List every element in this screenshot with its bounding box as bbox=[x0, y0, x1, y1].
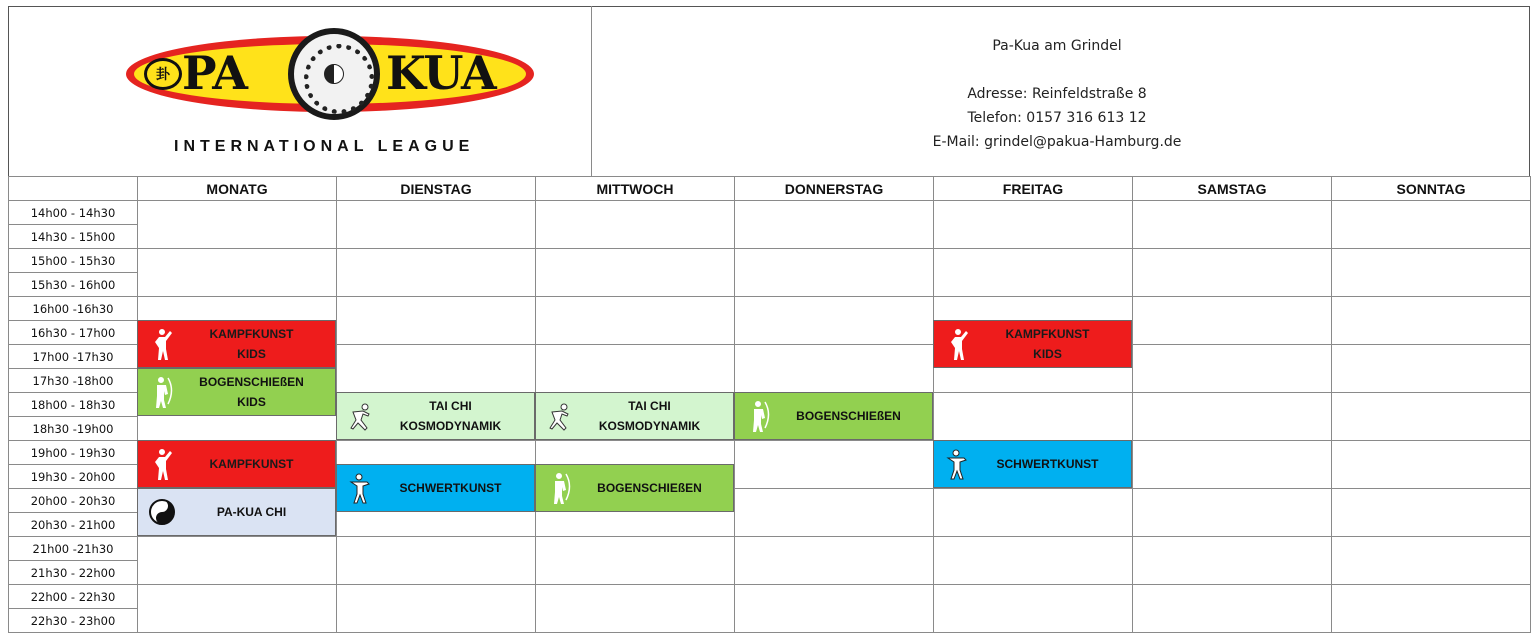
schedule-cell bbox=[1332, 393, 1531, 417]
schedule-cell bbox=[934, 417, 1133, 441]
tai-chi-pose-icon bbox=[546, 398, 574, 434]
event-title: BOGENSCHIEßEN bbox=[796, 409, 901, 423]
schedule-cell bbox=[735, 249, 934, 273]
schedule-cell bbox=[735, 537, 934, 561]
schedule-cell bbox=[1133, 585, 1332, 609]
schedule-cell bbox=[337, 585, 536, 609]
event-title: SCHWERTKUNST bbox=[399, 481, 502, 495]
time-row bbox=[9, 561, 1531, 585]
event-subtitle: KOSMODYNAMIK bbox=[598, 419, 701, 433]
time-slot-label: 20h00 - 20h30 bbox=[9, 489, 138, 513]
schedule-cell bbox=[1133, 417, 1332, 441]
schedule-cell bbox=[1133, 321, 1332, 345]
schedule-cell bbox=[138, 201, 337, 225]
sword-fighter-icon bbox=[944, 446, 972, 482]
schedule-cell bbox=[337, 513, 536, 537]
schedule-cell bbox=[735, 489, 934, 513]
time-row bbox=[9, 273, 1531, 297]
schedule-cell bbox=[1133, 249, 1332, 273]
schedule-cell bbox=[337, 297, 536, 321]
time-row bbox=[9, 609, 1531, 633]
schedule-cell bbox=[735, 561, 934, 585]
schedule-cell bbox=[1332, 513, 1531, 537]
schedule-cell bbox=[735, 201, 934, 225]
time-slot-label: 15h00 - 15h30 bbox=[9, 249, 138, 273]
event-schwertkunst-friday bbox=[933, 440, 1132, 488]
event-title: BOGENSCHIEßEN bbox=[199, 375, 304, 389]
event-title: KAMPFKUNST bbox=[209, 327, 294, 341]
time-slot-label: 20h30 - 21h00 bbox=[9, 513, 138, 537]
schedule-cell bbox=[536, 609, 735, 633]
schedule-cell bbox=[1133, 441, 1332, 465]
schedule-cell bbox=[1133, 513, 1332, 537]
schedule-cell bbox=[1332, 321, 1531, 345]
schedule-cell bbox=[536, 345, 735, 369]
schedule-cell bbox=[1332, 441, 1531, 465]
schedule-cell bbox=[536, 273, 735, 297]
schedule-cell bbox=[1133, 297, 1332, 321]
school-phone: Telefon: 0157 316 613 12 bbox=[967, 110, 1147, 126]
event-title: TAI CHI bbox=[429, 399, 472, 413]
schedule-cell bbox=[735, 609, 934, 633]
time-slot-label: 15h30 - 16h00 bbox=[9, 273, 138, 297]
time-slot-label: 21h30 - 22h00 bbox=[9, 561, 138, 585]
event-title: SCHWERTKUNST bbox=[996, 457, 1099, 471]
schedule-cell bbox=[735, 369, 934, 393]
schedule-cell bbox=[934, 225, 1133, 249]
event-bogenschiessen-wednesday bbox=[535, 464, 734, 512]
schedule-cell bbox=[934, 201, 1133, 225]
schedule-cell bbox=[536, 321, 735, 345]
schedule-cell bbox=[138, 249, 337, 273]
day-header: MITTWOCH bbox=[536, 177, 735, 201]
kick-silhouette-icon bbox=[944, 326, 972, 362]
time-slot-label: 17h30 -18h00 bbox=[9, 369, 138, 393]
time-slot-label: 16h00 -16h30 bbox=[9, 297, 138, 321]
time-row bbox=[9, 225, 1531, 249]
time-row bbox=[9, 297, 1531, 321]
schedule-cell bbox=[337, 345, 536, 369]
schedule-cell bbox=[536, 585, 735, 609]
schedule-cell bbox=[934, 489, 1133, 513]
schedule-cell bbox=[1133, 609, 1332, 633]
schedule-cell bbox=[337, 537, 536, 561]
event-kampfkunst-kids-friday bbox=[933, 320, 1132, 368]
schedule-cell bbox=[536, 201, 735, 225]
schedule-cell bbox=[138, 417, 337, 441]
schedule-cell bbox=[1332, 225, 1531, 249]
schedule-cell bbox=[138, 609, 337, 633]
tai-chi-pose-icon bbox=[347, 398, 375, 434]
time-slot-label: 18h00 - 18h30 bbox=[9, 393, 138, 417]
school-email: E-Mail: grindel@pakua-Hamburg.de bbox=[932, 134, 1182, 150]
day-header: MONATG bbox=[138, 177, 337, 201]
schedule-cell bbox=[536, 537, 735, 561]
schedule-cell bbox=[1133, 273, 1332, 297]
schedule-cell bbox=[1332, 273, 1531, 297]
event-bogenschiessen-kids-monday bbox=[137, 368, 336, 416]
schedule-cell bbox=[1133, 537, 1332, 561]
time-slot-label: 17h00 -17h30 bbox=[9, 345, 138, 369]
schedule-cell bbox=[337, 561, 536, 585]
archer-icon bbox=[148, 374, 176, 410]
time-slot-label: 16h30 - 17h00 bbox=[9, 321, 138, 345]
time-slot-label: 18h30 -19h00 bbox=[9, 417, 138, 441]
schedule-cell bbox=[735, 225, 934, 249]
event-subtitle: KIDS bbox=[237, 395, 266, 409]
schedule-cell bbox=[337, 441, 536, 465]
event-schwertkunst-tuesday bbox=[336, 464, 535, 512]
event-subtitle: KOSMODYNAMIK bbox=[399, 419, 502, 433]
time-slot-label: 14h00 - 14h30 bbox=[9, 201, 138, 225]
schedule-cell bbox=[1332, 465, 1531, 489]
logo-subtitle: INTERNATIONAL LEAGUE bbox=[174, 138, 475, 155]
day-header: DIENSTAG bbox=[337, 177, 536, 201]
schedule-cell bbox=[337, 273, 536, 297]
schedule-cell bbox=[536, 513, 735, 537]
schedule-cell bbox=[735, 321, 934, 345]
schedule-cell bbox=[337, 369, 536, 393]
kick-silhouette-icon bbox=[148, 446, 176, 482]
schedule-cell bbox=[1332, 585, 1531, 609]
schedule-cell bbox=[536, 369, 735, 393]
bagua-wheel-icon bbox=[288, 28, 380, 120]
schedule-cell bbox=[337, 609, 536, 633]
schedule-cell bbox=[1133, 393, 1332, 417]
time-row bbox=[9, 201, 1531, 225]
day-header: FREITAG bbox=[934, 177, 1133, 201]
yin-yang-hands-icon bbox=[148, 494, 176, 530]
time-slot-label: 19h00 - 19h30 bbox=[9, 441, 138, 465]
schedule-cell bbox=[1332, 561, 1531, 585]
schedule-cell bbox=[934, 297, 1133, 321]
schedule-cell bbox=[1332, 345, 1531, 369]
event-bogenschiessen-thursday bbox=[734, 392, 933, 440]
schedule-cell bbox=[138, 537, 337, 561]
schedule-cell bbox=[1332, 369, 1531, 393]
event-title: TAI CHI bbox=[628, 399, 671, 413]
schedule-cell bbox=[138, 561, 337, 585]
time-slot-label: 14h30 - 15h00 bbox=[9, 225, 138, 249]
schedule-cell bbox=[138, 225, 337, 249]
day-header: SONNTAG bbox=[1332, 177, 1531, 201]
kick-silhouette-icon bbox=[148, 326, 176, 362]
yin-yang-icon bbox=[324, 64, 344, 84]
schedule-cell bbox=[1332, 537, 1531, 561]
time-row bbox=[9, 585, 1531, 609]
contact-info bbox=[592, 34, 1522, 154]
schedule-cell bbox=[1133, 201, 1332, 225]
schedule-cell bbox=[536, 561, 735, 585]
schedule-cell bbox=[337, 321, 536, 345]
day-header: DONNERSTAG bbox=[735, 177, 934, 201]
sword-fighter-icon bbox=[347, 470, 375, 506]
event-kampfkunst-monday bbox=[137, 440, 336, 488]
school-address: Adresse: Reinfeldstraße 8 bbox=[967, 86, 1147, 102]
schedule-cell bbox=[1332, 297, 1531, 321]
schedule-cell bbox=[1133, 465, 1332, 489]
schedule-cell bbox=[337, 201, 536, 225]
time-slot-label: 22h00 - 22h30 bbox=[9, 585, 138, 609]
logo-emblem: 卦 bbox=[144, 58, 182, 90]
event-title: PA-KUA CHI bbox=[216, 505, 287, 519]
day-header-row bbox=[9, 177, 1531, 201]
schedule-cell bbox=[1133, 489, 1332, 513]
archer-icon bbox=[745, 398, 773, 434]
schedule-cell bbox=[934, 561, 1133, 585]
schedule-cell bbox=[1133, 369, 1332, 393]
schedule-cell bbox=[1133, 561, 1332, 585]
schedule-cell bbox=[1133, 225, 1332, 249]
archer-icon bbox=[546, 470, 574, 506]
schedule-cell bbox=[934, 393, 1133, 417]
schedule-cell bbox=[138, 273, 337, 297]
schedule-cell bbox=[1332, 201, 1531, 225]
event-subtitle: KIDS bbox=[237, 347, 266, 361]
pakua-logo bbox=[120, 22, 540, 162]
time-slot-label: 19h30 - 20h00 bbox=[9, 465, 138, 489]
schedule-cell bbox=[536, 225, 735, 249]
schedule-cell bbox=[934, 537, 1133, 561]
schedule-cell bbox=[735, 585, 934, 609]
time-row bbox=[9, 249, 1531, 273]
schedule-cell bbox=[1332, 489, 1531, 513]
schedule-cell bbox=[138, 297, 337, 321]
school-name: Pa-Kua am Grindel bbox=[992, 38, 1122, 54]
event-taichi-tuesday bbox=[336, 392, 535, 440]
logo-word-pa: PA bbox=[182, 46, 247, 100]
schedule-cell bbox=[1133, 345, 1332, 369]
schedule-cell bbox=[1332, 609, 1531, 633]
schedule-cell bbox=[1332, 417, 1531, 441]
schedule-cell bbox=[337, 225, 536, 249]
schedule-cell bbox=[1332, 249, 1531, 273]
schedule-cell bbox=[337, 249, 536, 273]
logo-word-kua: KUA bbox=[386, 46, 496, 100]
schedule-cell bbox=[934, 585, 1133, 609]
schedule-cell bbox=[735, 273, 934, 297]
time-slot-label: 21h00 -21h30 bbox=[9, 537, 138, 561]
schedule-cell bbox=[735, 513, 934, 537]
event-title: KAMPFKUNST bbox=[209, 457, 294, 471]
event-kampfkunst-kids-monday bbox=[137, 320, 336, 368]
time-row bbox=[9, 537, 1531, 561]
schedule-cell bbox=[536, 297, 735, 321]
schedule-cell bbox=[735, 441, 934, 465]
schedule-cell bbox=[735, 297, 934, 321]
schedule-cell bbox=[536, 441, 735, 465]
schedule-cell bbox=[934, 249, 1133, 273]
time-header bbox=[9, 177, 138, 201]
event-taichi-wednesday bbox=[535, 392, 734, 440]
day-header: SAMSTAG bbox=[1133, 177, 1332, 201]
schedule-cell bbox=[536, 249, 735, 273]
event-pakua-chi-monday bbox=[137, 488, 336, 536]
schedule-cell bbox=[934, 273, 1133, 297]
schedule-cell bbox=[934, 609, 1133, 633]
schedule-cell bbox=[934, 369, 1133, 393]
schedule-cell bbox=[934, 513, 1133, 537]
event-title: BOGENSCHIEßEN bbox=[597, 481, 702, 495]
event-subtitle: KIDS bbox=[1033, 347, 1062, 361]
schedule-cell bbox=[735, 345, 934, 369]
schedule-cell bbox=[735, 465, 934, 489]
schedule-cell bbox=[138, 585, 337, 609]
time-slot-label: 22h30 - 23h00 bbox=[9, 609, 138, 633]
event-title: KAMPFKUNST bbox=[1005, 327, 1090, 341]
